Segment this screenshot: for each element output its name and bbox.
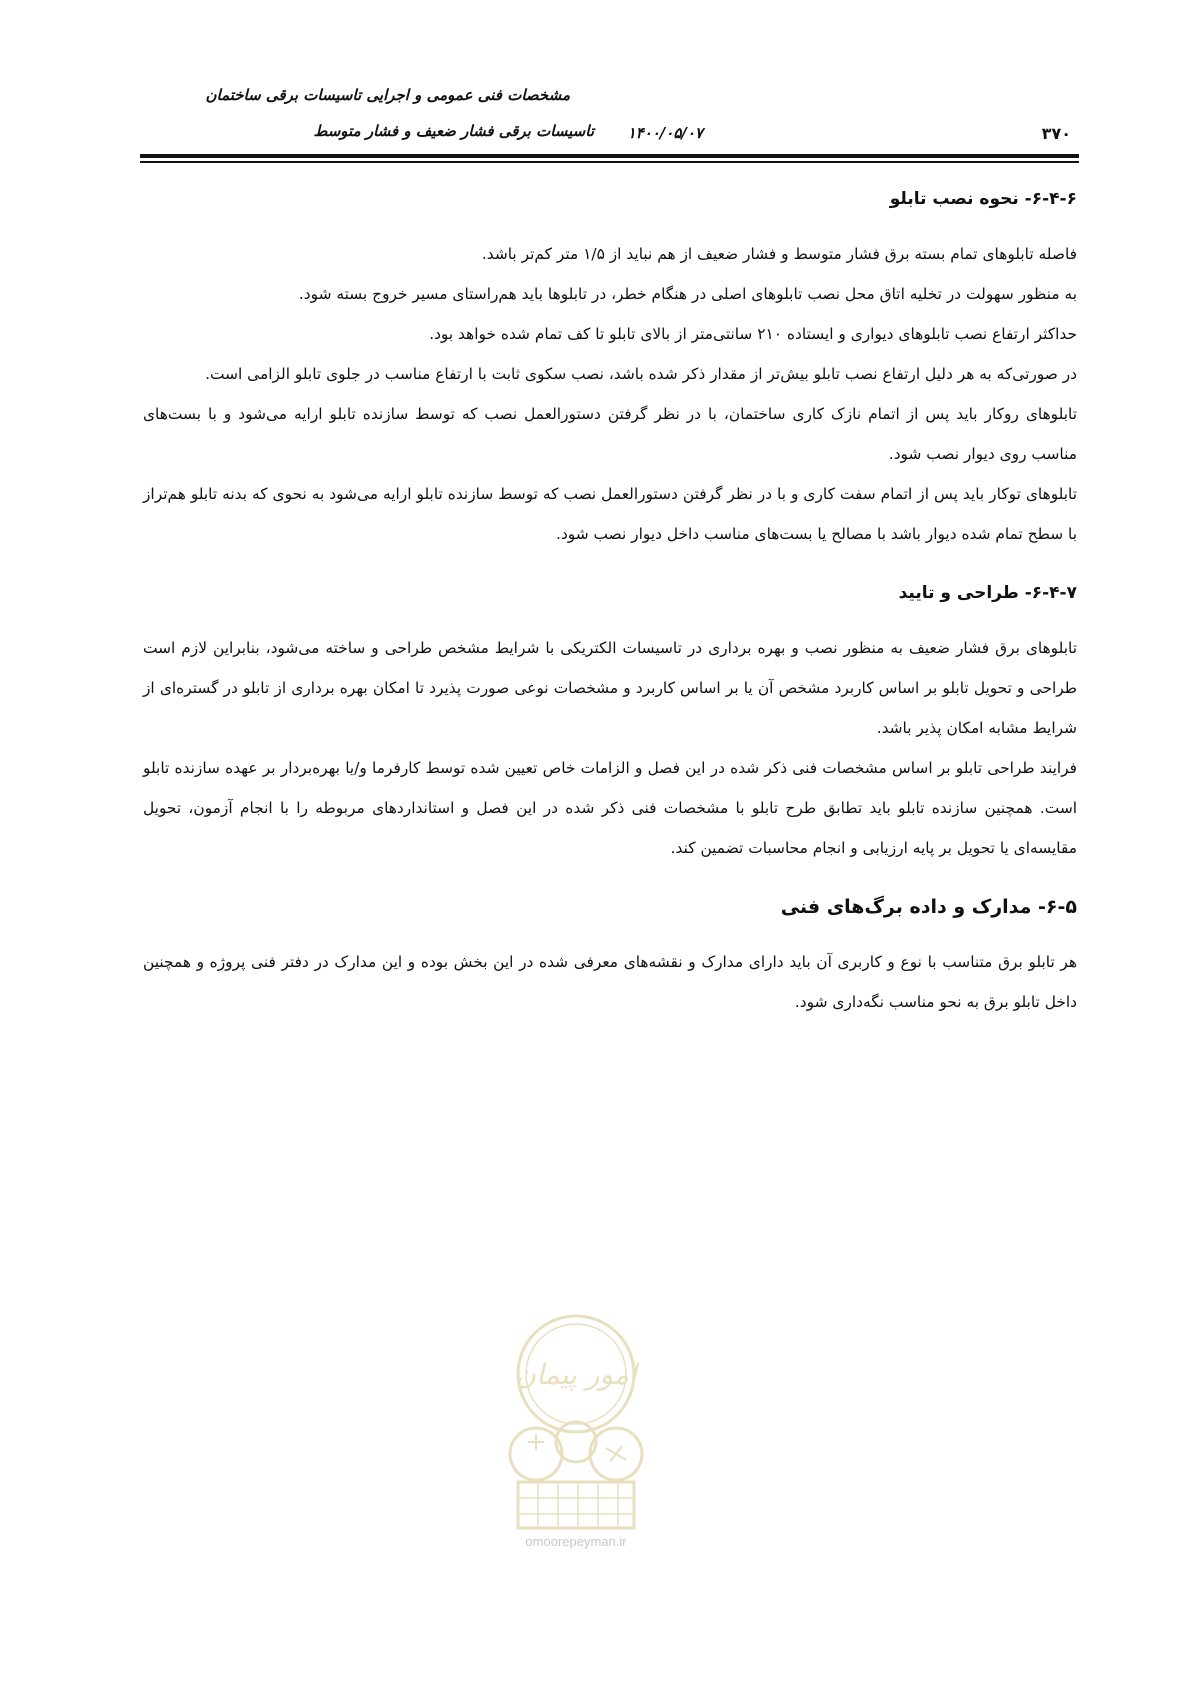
page-number: ۳۷۰ — [1041, 124, 1071, 143]
paragraph: فاصله تابلوهای تمام بسته برق فشار متوسط و فشار ضعیف از هم نباید از ۱/۵ متر کم‌تر باشد. — [481, 245, 1077, 263]
section-design — [143, 572, 1077, 868]
document-date: ۱۴۰۰/۰۵/۰۷ — [627, 124, 703, 142]
paragraph: به منظور سهولت در تخلیه اتاق محل نصب تابلوهای اصلی در هنگام خطر، در تابلوها باید هم‌راستای مسیر خروج بسته شود. — [298, 285, 1077, 303]
section-heading: ۶-۴-۷- طراحی و تایید — [898, 583, 1077, 603]
section-heading: ۶-۵- مدارک و داده برگ‌های فنی — [780, 896, 1077, 918]
watermark-website: omoorepeyman.ir — [525, 1534, 627, 1549]
paragraph: فرایند طراحی تابلو بر اساس مشخصات فنی ذکر شده در این فصل و الزامات خاص تعیین شده توسط کارفرما و/یا بهره‌بردار بر عهده سازنده تابلو است. همچنین سازنده تابلو باید تطابق طرح تابلو با مشخصات فنی ذکر شده در این فصل و استانداردهای مربوطه را با انجام آزمون، تحویل مقایسه‌ای یا تحویل بر پایه ارزیابی و انجام محاسبات تضمین کند. — [143, 759, 1077, 857]
section-installation — [143, 178, 1077, 554]
paragraph: حداکثر ارتفاع نصب تابلوهای دیواری و ایستاده ۲۱۰ سانتی‌متر از بالای تابلو تا کف تمام شده خواهد بود. — [429, 325, 1077, 343]
section-documents — [143, 886, 1077, 1022]
paragraph: هر تابلو برق متناسب با نوع و کاربری آن باید دارای مدارک و نقشه‌های معرفی شده در این بخش بوده و این مدارک در دفتر فنی پروژه و همچنین داخل تابلو برق به نحو مناسب نگه‌داری شود. — [143, 953, 1077, 1011]
paragraph: تابلوهای روکار باید پس از اتمام نازک کاری ساختمان، با در نظر گرفتن دستورالعمل نصب که توسط سازنده تابلو ارایه می‌شود و با بست‌های مناسب روی دیوار نصب شود. — [143, 405, 1077, 463]
page-body — [143, 178, 1077, 1040]
gear-logo-icon — [488, 1302, 664, 1532]
watermark-logo — [488, 1302, 664, 1572]
logo-text: امور پیمان — [515, 1358, 637, 1391]
paragraph: تابلوهای برق فشار ضعیف به منظور نصب و بهره برداری در تاسیسات الکتریکی با شرایط مشخص طراحی و ساخته می‌شود، بنابراین لازم است طراحی و تحویل تابلو بر اساس کاربرد مشخص آن یا بر اساس کاربرد و مشخصات نوعی صورت پذیرد تا امکان بهره برداری از تابلو در گستره‌ای از شرایط مشابه امکان پذیر باشد. — [143, 639, 1077, 737]
paragraph: تابلوهای توکار باید پس از اتمام سفت کاری و با در نظر گرفتن دستورالعمل نصب که توسط سازنده تابلو ارایه می‌شود به نحوی که بدنه تابلو هم‌تراز با سطح تمام شده دیوار باشد با مصالح یا بست‌های مناسب داخل دیوار نصب شود. — [143, 485, 1077, 543]
header-rule-thick — [140, 154, 1079, 158]
book-title: مشخصات فنی عمومی و اجرایی تاسیسات برقی ساختمان — [205, 86, 570, 104]
chapter-title: تاسیسات برقی فشار ضعیف و فشار متوسط — [313, 122, 594, 140]
page-header — [140, 78, 1079, 166]
section-heading: ۶-۴-۶- نحوه نصب تابلو — [889, 189, 1077, 209]
paragraph: در صورتی‌که به هر دلیل ارتفاع نصب تابلو بیش‌تر از مقدار ذکر شده باشد، نصب سکوی ثابت با ارتفاع مناسب در جلوی تابلو الزامی است. — [205, 365, 1077, 383]
header-rule-thin — [140, 161, 1079, 163]
